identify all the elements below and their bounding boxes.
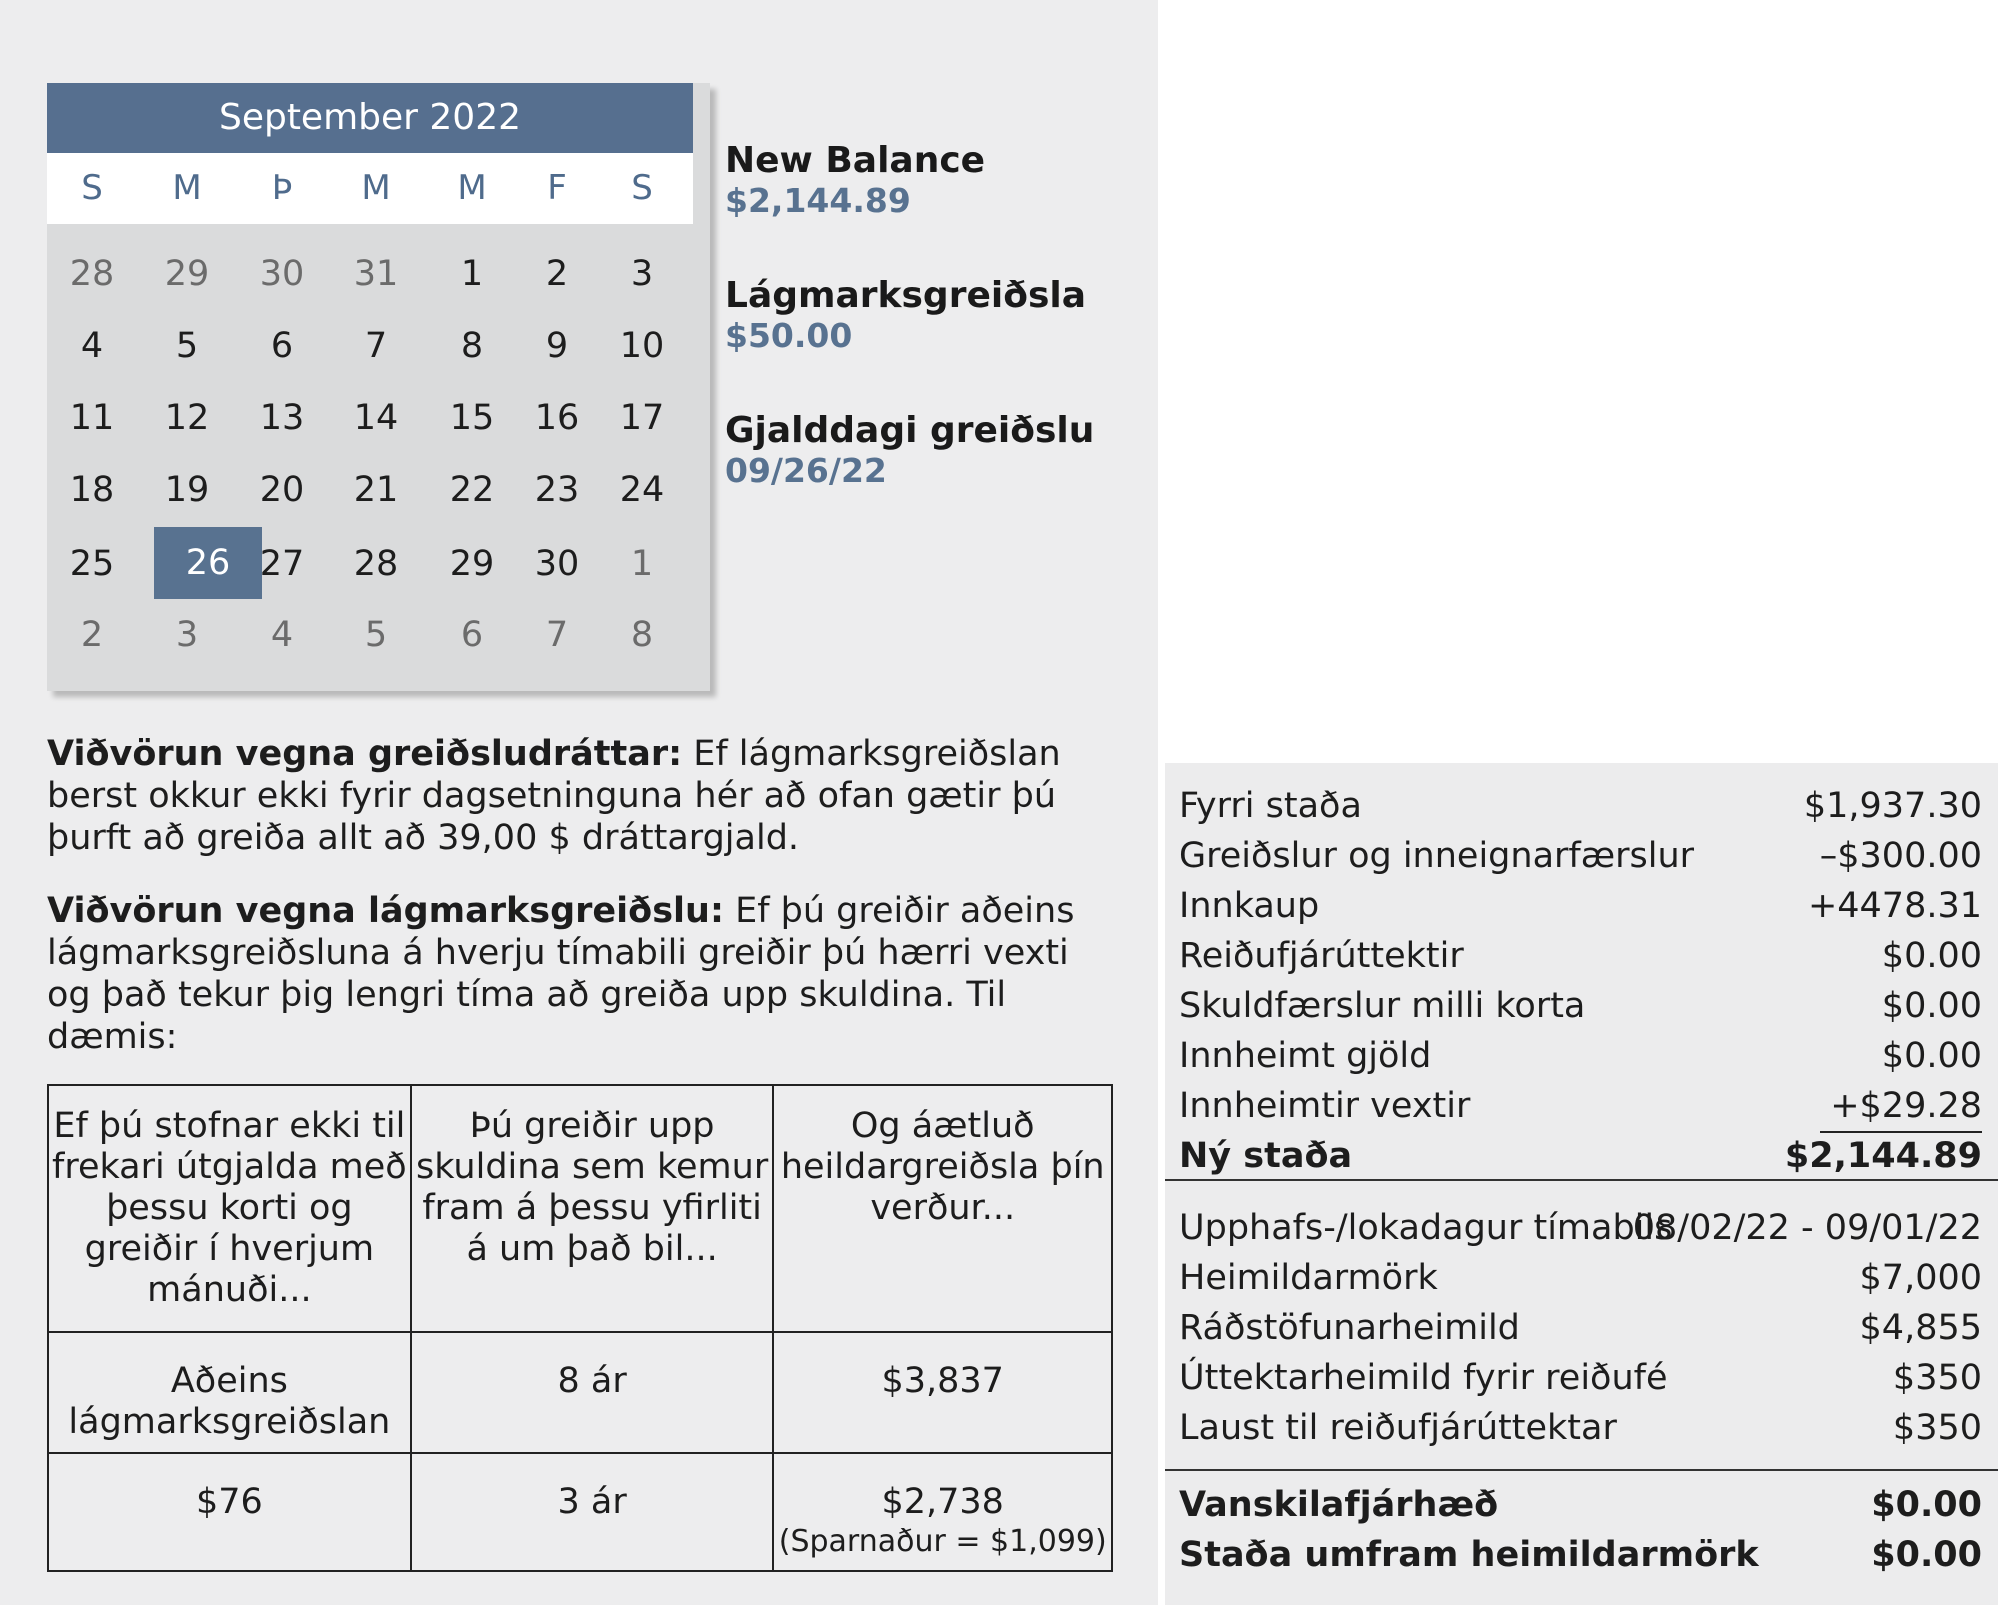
- billing-period-label: Upphafs-/lokadagur tímabils: [1179, 1208, 1673, 1248]
- new-balance-line-value: $2,144.89: [1784, 1136, 1982, 1176]
- late-payment-warning: [47, 733, 1107, 859]
- calendar-month-title: September 2022: [47, 83, 693, 153]
- calendar-day[interactable]: 19: [164, 470, 210, 510]
- calendar-day[interactable]: 1: [630, 544, 654, 584]
- due-date-value: 09/26/22: [725, 451, 887, 490]
- calendar-day[interactable]: 22: [449, 470, 495, 510]
- table-cell-total: [773, 1453, 1112, 1571]
- limit-line-label: Úttektarheimild fyrir reiðufé: [1179, 1358, 1668, 1398]
- calendar-day[interactable]: 14: [353, 398, 399, 438]
- total-amount: $2,738: [881, 1482, 1004, 1522]
- calendar-day[interactable]: 31: [353, 254, 399, 294]
- calendar-day[interactable]: 3: [630, 254, 654, 294]
- calendar-day[interactable]: 2: [80, 615, 104, 655]
- new-balance-label: New Balance: [725, 140, 986, 181]
- calendar-day[interactable]: 3: [175, 615, 199, 655]
- calendar-day[interactable]: 30: [534, 544, 580, 584]
- calendar-day[interactable]: 25: [69, 544, 115, 584]
- limit-line-value: $350: [1892, 1358, 1982, 1398]
- calendar-day[interactable]: 6: [460, 615, 484, 655]
- calendar-day[interactable]: 28: [353, 544, 399, 584]
- summary-line-value: $0.00: [1881, 986, 1982, 1026]
- calendar-day[interactable]: 30: [259, 254, 305, 294]
- summary-line-value: +4478.31: [1807, 886, 1982, 926]
- weekday-label: Þ: [271, 168, 293, 208]
- minimum-payment-warning-text: Ef þú greiðir aðeins lágmarksgreiðsluna á hverju tímabili greiðir þú hærri vexti og það tekur þig lengri tíma að greiða upp skuldina. Til dæmis:: [47, 891, 1075, 1057]
- limit-line-label: Ráðstöfunarheimild: [1179, 1308, 1520, 1348]
- limit-line-value: $350: [1892, 1408, 1982, 1448]
- section-divider: [1165, 1179, 1998, 1181]
- summary-line-label: Innkaup: [1179, 886, 1320, 926]
- past-due-line: [1179, 1480, 1982, 1530]
- billing-period-value: 08/02/22 - 09/01/22: [1632, 1208, 1982, 1248]
- calendar-day[interactable]: 4: [80, 326, 104, 366]
- past-due-label: Vanskilafjárhæð: [1179, 1485, 1499, 1525]
- calendar-day[interactable]: 21: [353, 470, 399, 510]
- summary-line: [1179, 831, 1982, 881]
- limit-line: [1179, 1403, 1982, 1453]
- summary-line: [1179, 981, 1982, 1031]
- weekday-label: F: [547, 168, 567, 208]
- minimum-payment-warning-title: Viðvörun vegna lágmarksgreiðslu:: [47, 891, 724, 931]
- savings-note: (Sparnaður = $1,099): [778, 1524, 1107, 1559]
- limit-line-value: $7,000: [1859, 1258, 1982, 1298]
- summary-line-label: Innheimtir vextir: [1179, 1086, 1471, 1126]
- calendar-day[interactable]: 24: [619, 470, 665, 510]
- summary-line-label: Greiðslur og inneignarfærslur: [1179, 836, 1695, 876]
- calendar-day[interactable]: 5: [175, 326, 199, 366]
- due-date-calendar: [47, 83, 710, 691]
- account-summary-panel: [1165, 763, 1998, 1605]
- calendar-day-selected[interactable]: 26: [154, 527, 262, 599]
- min-payment-value: $50.00: [725, 316, 853, 355]
- over-limit-label: Staða umfram heimildarmörk: [1179, 1535, 1759, 1575]
- table-row: [48, 1453, 1112, 1571]
- weekday-label: S: [81, 168, 103, 208]
- summary-line-value: –$300.00: [1819, 836, 1982, 876]
- table-cell-total: $3,837: [773, 1332, 1112, 1453]
- billing-period-line: [1179, 1203, 1982, 1253]
- calendar-day[interactable]: 20: [259, 470, 305, 510]
- calendar-day[interactable]: 15: [449, 398, 495, 438]
- table-cell-payment: Aðeins lágmarksgreiðslan: [48, 1332, 411, 1453]
- past-due-value: $0.00: [1871, 1485, 1982, 1525]
- table-header-cell: Þú greiðir upp skuldina sem kemur fram á þessu yfirliti á um það bil...: [411, 1085, 774, 1332]
- weekday-label: M: [457, 168, 487, 208]
- summary-line-value: $0.00: [1881, 1036, 1982, 1076]
- due-date-label: Gjalddagi greiðslu: [725, 410, 1095, 451]
- weekday-label: M: [172, 168, 202, 208]
- table-header-cell: Og áætluð heildargreiðsla þín verður...: [773, 1085, 1112, 1332]
- summary-line-label: Skuldfærslur milli korta: [1179, 986, 1586, 1026]
- table-cell-years: 3 ár: [411, 1453, 774, 1571]
- calendar-day[interactable]: 23: [534, 470, 580, 510]
- calendar-day[interactable]: 2: [545, 254, 569, 294]
- calendar-day[interactable]: 17: [619, 398, 665, 438]
- calendar-day[interactable]: 7: [545, 615, 569, 655]
- table-cell-payment: $76: [48, 1453, 411, 1571]
- calendar-day[interactable]: 29: [449, 544, 495, 584]
- calendar-day[interactable]: 10: [619, 326, 665, 366]
- section-divider: [1165, 1469, 1998, 1471]
- calendar-day[interactable]: 8: [460, 326, 484, 366]
- calendar-day[interactable]: 4: [270, 615, 294, 655]
- weekday-label: S: [631, 168, 653, 208]
- summary-line-value: $1,937.30: [1803, 786, 1982, 826]
- summary-line-label: Reiðufjárúttektir: [1179, 936, 1464, 976]
- calendar-day[interactable]: 8: [630, 615, 654, 655]
- limit-line: [1179, 1303, 1982, 1353]
- min-payment-label: Lágmarksgreiðsla: [725, 275, 1087, 316]
- weekday-label: M: [361, 168, 391, 208]
- calendar-day[interactable]: 5: [364, 615, 388, 655]
- new-balance-line-label: Ný staða: [1179, 1136, 1353, 1176]
- calendar-day[interactable]: 6: [270, 326, 294, 366]
- summary-line-value: +$29.28: [1820, 1081, 1982, 1133]
- calendar-day[interactable]: 16: [534, 398, 580, 438]
- calendar-day[interactable]: 29: [164, 254, 210, 294]
- table-header-row: [48, 1085, 1112, 1332]
- calendar-weekday-row: [47, 153, 693, 224]
- payment-scenario-table: [47, 1084, 1113, 1572]
- summary-line: [1179, 1031, 1982, 1081]
- calendar-day[interactable]: 1: [460, 254, 484, 294]
- summary-line: [1179, 1081, 1982, 1131]
- limit-line-label: Heimildarmörk: [1179, 1258, 1438, 1298]
- over-limit-value: $0.00: [1871, 1535, 1982, 1575]
- table-row: [48, 1332, 1112, 1453]
- calendar-day[interactable]: 12: [164, 398, 210, 438]
- limit-line: [1179, 1353, 1982, 1403]
- summary-line: [1179, 781, 1982, 831]
- new-balance-line: [1179, 1131, 1982, 1181]
- limit-line-value: $4,855: [1859, 1308, 1982, 1348]
- calendar-day[interactable]: 11: [69, 398, 115, 438]
- late-payment-warning-text: Ef lágmarksgreiðslan berst okkur ekki fyrir dagsetninguna hér að ofan gætir þú þurft að greiða allt að 39,00 $ dráttargjald.: [47, 734, 1061, 858]
- summary-line: [1179, 881, 1982, 931]
- calendar-day[interactable]: 18: [69, 470, 115, 510]
- limit-line: [1179, 1253, 1982, 1303]
- calendar-day[interactable]: 7: [364, 326, 388, 366]
- new-balance-value: $2,144.89: [725, 181, 911, 220]
- summary-line-label: Fyrri staða: [1179, 786, 1362, 826]
- calendar-day[interactable]: 28: [69, 254, 115, 294]
- calendar-day[interactable]: 9: [545, 326, 569, 366]
- calendar-day[interactable]: 13: [259, 398, 305, 438]
- summary-line: [1179, 931, 1982, 981]
- calendar-day[interactable]: 27: [259, 544, 305, 584]
- summary-line-value: $0.00: [1881, 936, 1982, 976]
- late-payment-warning-title: Viðvörun vegna greiðsludráttar:: [47, 734, 683, 774]
- table-cell-years: 8 ár: [411, 1332, 774, 1453]
- limit-line-label: Laust til reiðufjárúttektar: [1179, 1408, 1617, 1448]
- balance-summary: [725, 140, 1094, 490]
- summary-line-label: Innheimt gjöld: [1179, 1036, 1432, 1076]
- over-limit-line: [1179, 1530, 1982, 1580]
- minimum-payment-warning: [47, 890, 1107, 1058]
- table-header-cell: Ef þú stofnar ekki til frekari útgjalda með þessu korti og greiðir í hverjum mánuði...: [48, 1085, 411, 1332]
